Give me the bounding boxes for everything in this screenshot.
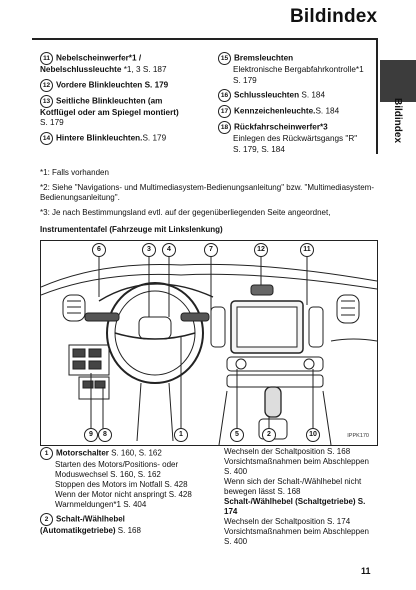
list-item: 16 Schlussleuchten S. 184 (218, 89, 374, 102)
callout-11: 11 (300, 243, 314, 257)
callout-number: 2 (40, 513, 53, 526)
list-subitem: Schalt-/Wählhebel (Schaltgetriebe) S. 174 (224, 497, 366, 516)
title-divider (32, 38, 376, 40)
dashboard-drawing (41, 241, 377, 445)
callout-number: 11 (40, 52, 53, 65)
callout-10: 10 (306, 428, 320, 442)
list-item: 13 Seitliche Blinkleuchten (am Kotflügel oder am Spiegel montiert) S. 179 (40, 96, 179, 127)
list-item: 1 Motorschalter S. 160, S. 162 (40, 447, 212, 460)
callout-6: 6 (92, 243, 106, 257)
list-subitem: Wechseln der Schaltposition S. 174 (224, 517, 351, 526)
callout-number: 18 (218, 121, 231, 134)
section-title: Instrumententafel (Fahrzeuge mit Linkslenkung) (40, 225, 223, 234)
side-tab-marker (380, 60, 416, 102)
footnote: *3: Je nach Bestimmungsland evtl. auf der gegenüberliegenden Seite angeordnet, (40, 208, 331, 217)
list-item: 17 Kennzeichenleuchte.S. 184 (218, 105, 374, 118)
list-item: 15 Bremsleuchten Elektronische Bergabfahrkontrolle*1 S. 179 (218, 52, 374, 86)
list-subitem: Wechseln der Schaltposition S. 168 (224, 447, 351, 456)
callout-2: 2 (262, 428, 276, 442)
footnote: *2: Siehe "Navigations- und Multimediasystem-Bedienungsanleitung" bzw. "Multimediasystem-Bedienungsanleitung". (40, 183, 375, 202)
list-item: 18 Rückfahrscheinwerfer*3 Einlegen des Rückwärtsgangs "R" S. 179, S. 184 (218, 121, 374, 155)
item-title: Nebelscheinwerfer*1 / (56, 53, 142, 63)
page-title: Bildindex (290, 6, 378, 27)
list-item: 2 Schalt-/Wählhebel (Automatikgetriebe) S. 168 (40, 514, 141, 535)
footnote: *1: Falls vorhanden (40, 168, 109, 177)
figure-code: IPPK170 (347, 433, 369, 439)
bottom-right-list (224, 447, 374, 547)
callout-number: 15 (218, 52, 231, 65)
list-subitem: Warnmeldungen*1 S. 404 (55, 500, 147, 509)
page-number: 11 (361, 566, 371, 576)
callout-number: 16 (218, 89, 231, 102)
callout-number: 12 (40, 79, 53, 92)
callout-number: 14 (40, 132, 53, 145)
list-item: 12 Vordere Blinkleuchten S. 179 (40, 79, 202, 92)
list-item: 14 Hintere Blinkleuchten.S. 179 (40, 132, 202, 145)
list-subitem: Vorsichtsmaßnahmen beim Abschleppen S. 400 (224, 457, 369, 476)
vertical-divider (376, 38, 378, 154)
callout-3: 3 (142, 243, 156, 257)
list-subitem: Wenn der Motor nicht anspringt S. 428 (55, 490, 192, 499)
dashboard-illustration (40, 240, 378, 446)
callout-1: 1 (174, 428, 188, 442)
callout-8: 8 (98, 428, 112, 442)
list-subitem: Stoppen des Motors im Notfall S. 428 (55, 480, 188, 489)
list-item: 11 Nebelscheinwerfer*1 / Nebelschlussleuchte *1, 3 S. 187 (40, 53, 167, 74)
top-left-list (40, 52, 202, 148)
list-subitem: Starten des Motors/Positions- oder Moduswechsel S. 160, S. 162 (55, 460, 179, 479)
callout-9: 9 (84, 428, 98, 442)
callout-7: 7 (204, 243, 218, 257)
list-subitem: Vorsichtsmaßnahmen beim Abschleppen S. 400 (224, 527, 369, 546)
callout-12: 12 (254, 243, 268, 257)
side-tab-label: Bildindex (392, 98, 403, 144)
callout-number: 17 (218, 105, 231, 118)
bottom-left-list (40, 447, 212, 536)
callout-number: 1 (40, 447, 53, 460)
callout-5: 5 (230, 428, 244, 442)
top-right-list (218, 52, 374, 158)
callout-number: 13 (40, 95, 53, 108)
footnotes (40, 168, 376, 223)
callout-4: 4 (162, 243, 176, 257)
list-subitem: Wenn sich der Schalt-/Wählhebel nicht bewegen lässt S. 168 (224, 477, 362, 496)
